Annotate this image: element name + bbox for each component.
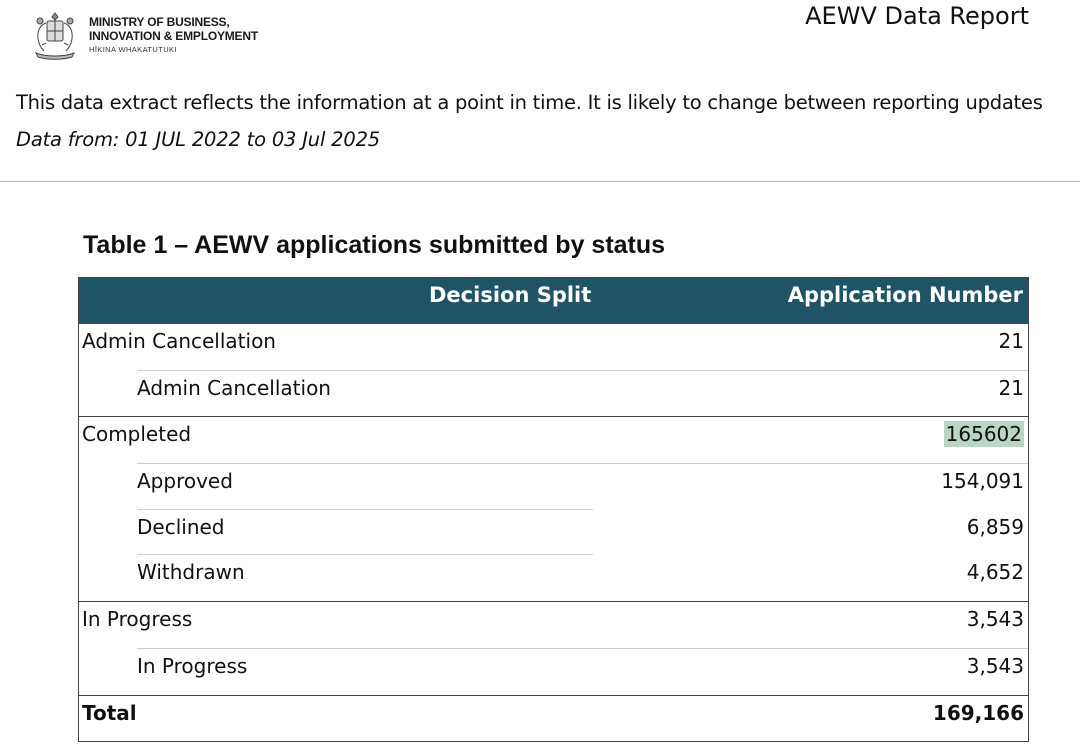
table-row <box>79 324 1028 370</box>
logo-subtitle: HĪKINA WHAKATUTUKI <box>89 45 177 54</box>
column-header-decision-split: Decision Split <box>429 283 592 307</box>
report-title: AEWV Data Report <box>805 2 1029 30</box>
row-value: 6,859 <box>966 514 1024 539</box>
highlighted-value: 165602 <box>945 422 1022 447</box>
table-row <box>79 555 1028 601</box>
table-row <box>79 416 1028 463</box>
nz-coat-of-arms-icon <box>28 9 82 61</box>
date-range: Data from: 01 JUL 2022 to 03 Jul 2025 <box>16 128 380 151</box>
divider <box>0 181 1080 182</box>
mbie-logo <box>28 9 298 61</box>
row-label: Declined <box>137 514 225 539</box>
data-notice: This data extract reflects the information at a point in time. It is likely to change between reporting updates <box>16 91 1043 114</box>
row-label: Withdrawn <box>137 560 245 585</box>
logo-wordmark <box>89 15 258 54</box>
row-value: 21 <box>998 375 1024 400</box>
logo-line-1: MINISTRY OF BUSINESS, <box>89 15 230 29</box>
table-header <box>79 278 1028 324</box>
table-row <box>79 510 1028 556</box>
row-label: In Progress <box>82 607 193 632</box>
row-value: 3,543 <box>966 607 1024 632</box>
table-row <box>79 648 1028 695</box>
row-label: Admin Cancellation <box>82 329 276 353</box>
logo-line-2: INNOVATION & EMPLOYMENT <box>89 29 258 43</box>
row-label: Admin Cancellation <box>137 375 331 400</box>
total-label: Total <box>82 700 137 725</box>
row-value: 3,543 <box>966 653 1024 678</box>
row-label: Completed <box>82 422 192 447</box>
column-header-application-number: Application Number <box>787 283 1023 307</box>
row-value: 4,652 <box>966 560 1024 585</box>
table-row <box>79 370 1028 417</box>
row-label: In Progress <box>137 653 248 678</box>
table-total-row <box>79 695 1028 742</box>
row-value: 21 <box>998 329 1024 353</box>
total-value: 169,166 <box>932 700 1024 725</box>
applications-table <box>78 277 1029 742</box>
row-value: 154,091 <box>941 469 1024 494</box>
row-label: Approved <box>137 469 233 494</box>
table-row <box>79 601 1028 648</box>
row-value <box>944 422 1024 446</box>
table-row <box>79 463 1028 510</box>
table-title: Table 1 – AEWV applications submitted by status <box>83 231 666 259</box>
